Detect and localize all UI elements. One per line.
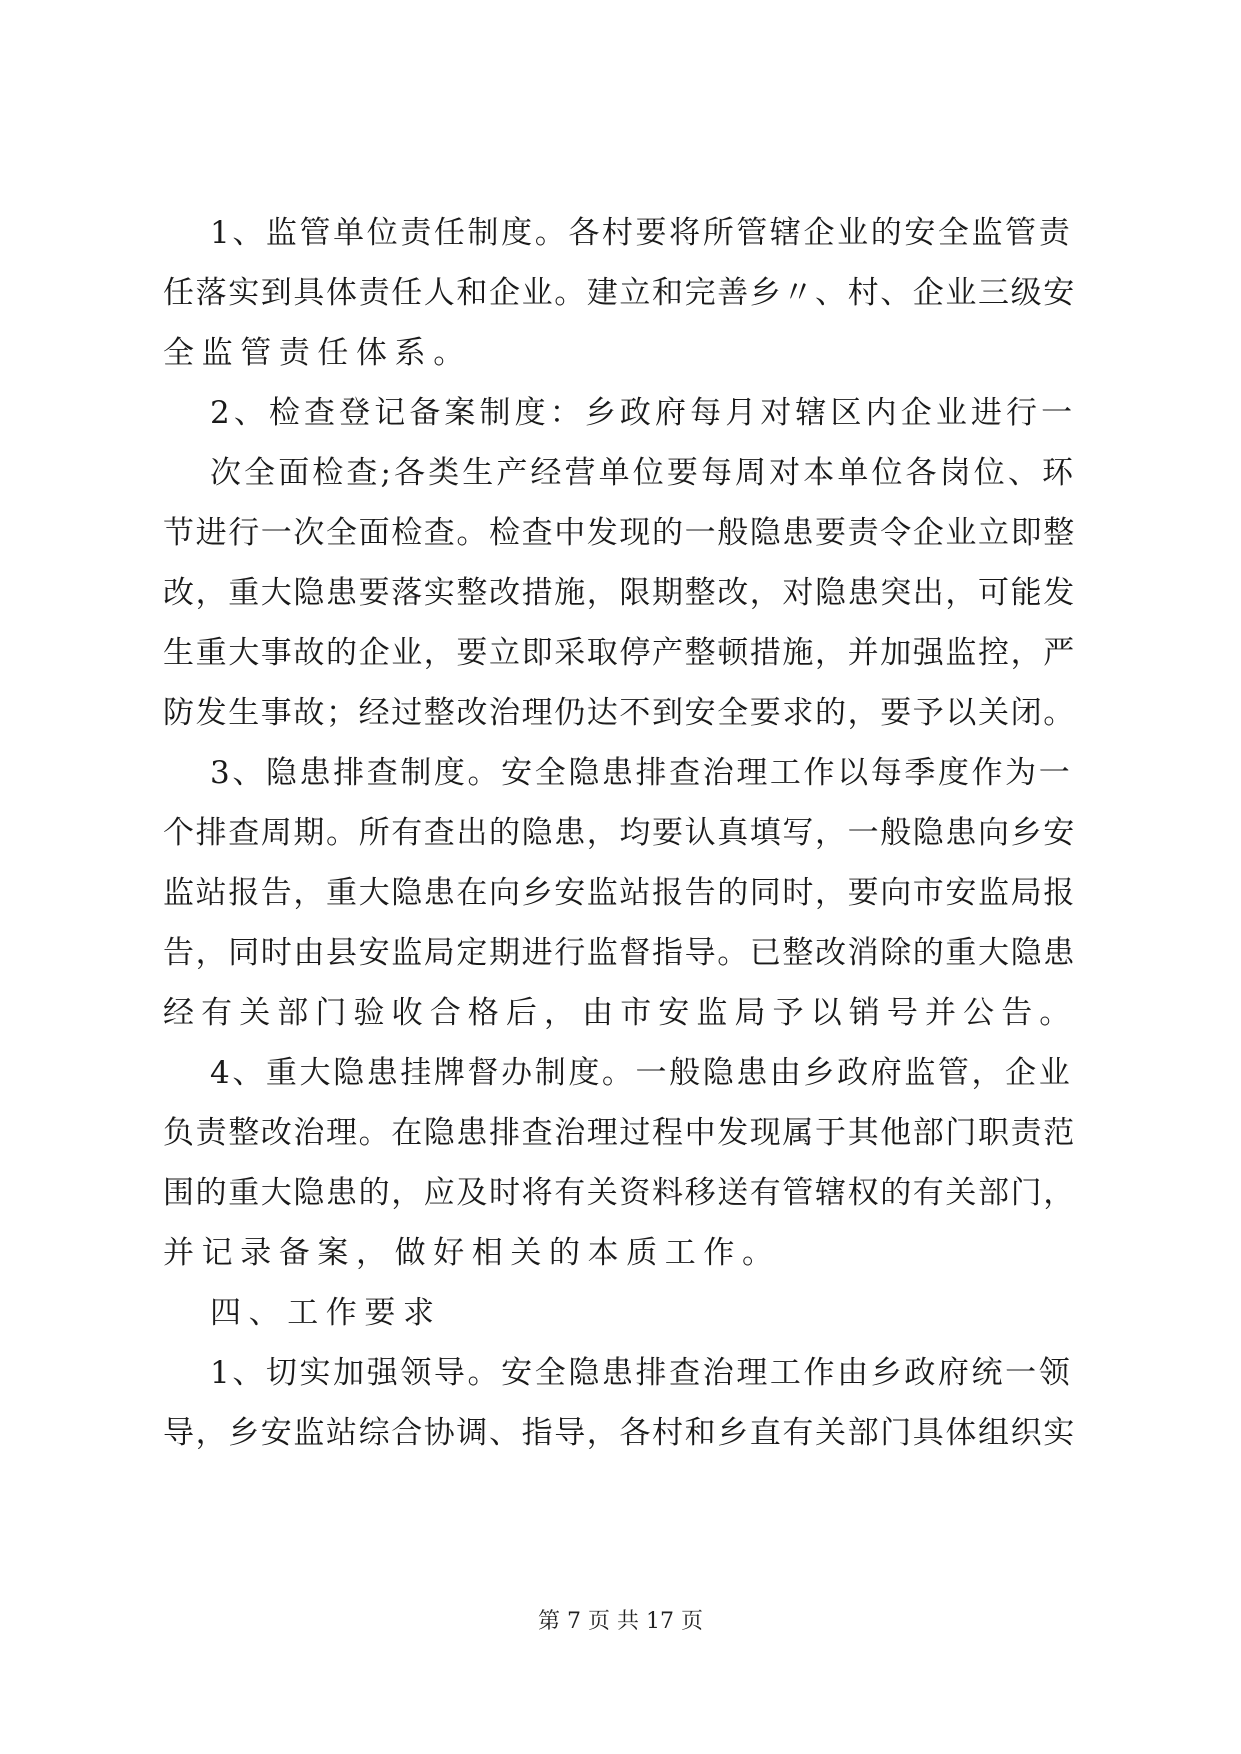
paragraph-line: 4、重大隐患挂牌督办制度。一般隐患由乡政府监管，企业 <box>210 1055 1073 1091</box>
paragraph-line: 1、监管单位责任制度。各村要将所管辖企业的安全监管责 <box>210 215 1073 251</box>
page-number-footer: 第 7 页 共 17 页 <box>538 1609 703 1634</box>
paragraph-line: 任落实到具体责任人和企业。建立和完善乡〃、村、企业三级安 <box>163 275 1076 311</box>
paragraph-line: 改，重大隐患要落实整改措施，限期整改，对隐患突出，可能发 <box>163 575 1076 611</box>
paragraph-line: 生重大事故的企业，要立即采取停产整顿措施，并加强监控，严 <box>163 635 1076 671</box>
paragraph-line: 全监管责任体系。 <box>163 335 472 371</box>
paragraph-line: 经有关部门验收合格后，由市安监局予以销号并公告。 <box>163 995 1078 1031</box>
paragraph-line: 防发生事故；经过整改治理仍达不到安全要求的，要予以关闭。 <box>163 695 1076 731</box>
paragraph-line: 负责整改治理。在隐患排查治理过程中发现属于其他部门职责范 <box>163 1115 1076 1151</box>
paragraph-line: 导，乡安监站综合协调、指导，各村和乡直有关部门具体组织实 <box>163 1415 1076 1451</box>
paragraph-line: 次全面检查;各类生产经营单位要每周对本单位各岗位、环 <box>210 455 1077 491</box>
paragraph-line: 并记录备案，做好相关的本质工作。 <box>163 1235 781 1271</box>
paragraph-line: 节进行一次全面检查。检查中发现的一般隐患要责令企业立即整 <box>163 515 1076 551</box>
paragraph-line: 围的重大隐患的，应及时将有关资料移送有管辖权的有关部门， <box>163 1175 1076 1211</box>
paragraph-line: 监站报告，重大隐患在向乡安监站报告的同时，要向市安监局报 <box>163 875 1076 911</box>
paragraph-line: 3、隐患排查制度。安全隐患排查治理工作以每季度作为一 <box>210 755 1073 791</box>
section-heading: 四、工作要求 <box>210 1295 442 1331</box>
paragraph-line: 1、切实加强领导。安全隐患排查治理工作由乡政府统一领 <box>210 1355 1073 1391</box>
paragraph-line: 告，同时由县安监局定期进行监督指导。已整改消除的重大隐患 <box>163 935 1076 971</box>
paragraph-line: 2、检查登记备案制度：乡政府每月对辖区内企业进行一 <box>210 395 1077 431</box>
paragraph-line: 个排查周期。所有查出的隐患，均要认真填写，一般隐患向乡安 <box>163 815 1076 851</box>
